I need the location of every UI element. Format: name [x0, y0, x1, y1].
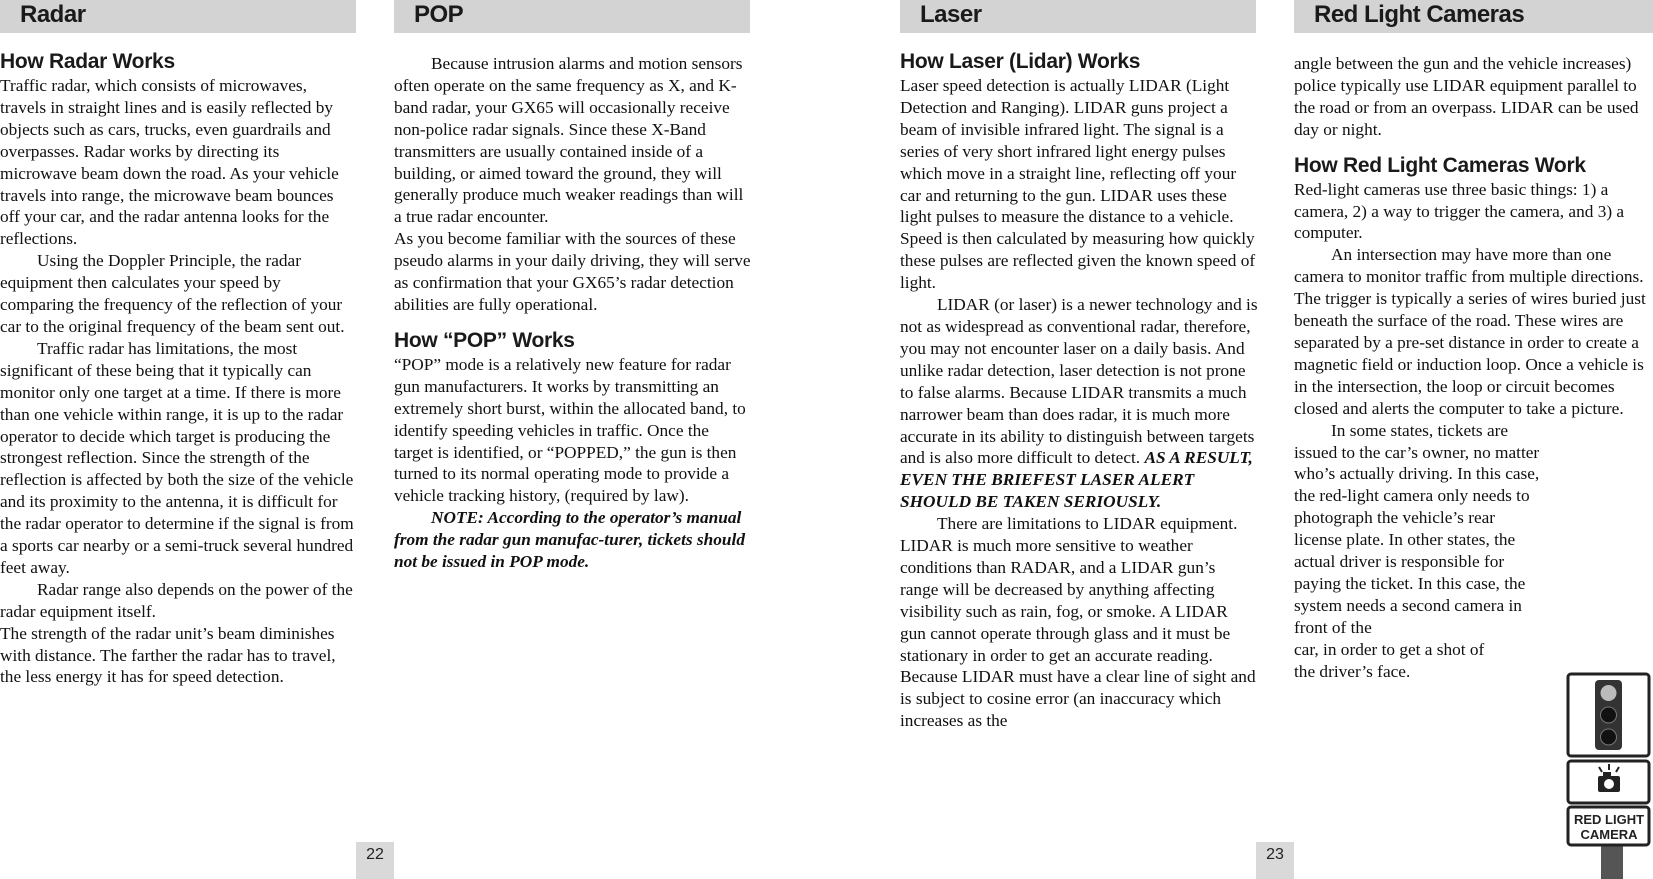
paragraph-text: In some states, tickets are issued to the car’s owner, no matter who’s actually driving. In this case, the red-light camera only needs to photograph the vehicle’s rear license plate. In other states, the actual driver is responsible for paying the ticket. In this case, the system needs a second camera in front of the [1294, 420, 1540, 637]
heading-how-radar-works: How Radar Works [0, 50, 175, 73]
paragraph: An intersection may have more than one camera to monitor traffic from multiple directions. The trigger is typically a series of wires buried just beneath the surface of the road. These wires are separated by a pre-set distance in order to create a magnetic field or induction loop. Once a vehicle is in the intersection, the loop or circuit becomes closed and alerts the computer to take a picture. [1294, 245, 1646, 418]
column-radar [0, 49, 356, 688]
paragraph: Laser speed detection is actually LIDAR (Light Detection and Ranging). LIDAR guns project a beam of invisible infrared light. The signal is a series of very short infrared light energy pulses which move in a straight line, reflecting off your car and returning to the gun. LIDAR uses these light pulses to measure the distance to a vehicle. Speed is then calculated by measuring how quickly these pulses are reflected given the known speed of light. [900, 76, 1256, 293]
paragraph: Red-light cameras use three basic things: 1) a camera, 2) a way to trigger the camera, and 3) a computer. [1294, 179, 1625, 243]
traffic-light-lamp [1601, 685, 1617, 701]
sign-text-line2: CAMERA [1580, 827, 1638, 842]
paragraph: Traffic radar has limitations, the most significant of these being that it typically can monitor only one target at a time. If there is more than one vehicle within range, it is up to the radar operator to decide which target is producing the strongest reflection. Since the strength of the reflection is affected by both the size of the vehicle and its proximity to the antenna, it is difficult for the radar operator to determine if the signal is from a sports car nearby or a semi-truck several hundred feet away. [0, 338, 354, 577]
note-text: NOTE: According to the operator’s manual from the radar gun manufac-turer, tickets should not be issued in POP mode. [394, 508, 745, 572]
section-header-red-light-cameras [1294, 0, 1653, 33]
paragraph-line: car, in order to get a shot of [1294, 639, 1485, 659]
section-header-label: Radar [20, 1, 86, 28]
heading-how-laser-works: How Laser (Lidar) Works [900, 50, 1141, 73]
paragraph: Radar range also depends on the power of the radar equipment itself. [0, 579, 353, 621]
paragraph: Traffic radar, which consists of microwaves, travels in straight lines and is easily reflected by objects such as cars, trucks, even guardrails and overpasses. Radar works by directing its microwave beam down the road. As your vehicle travels into range, the microwave beam bounces off your car, and the radar antenna looks for the reflections. [0, 76, 339, 249]
traffic-light-lamp [1601, 707, 1617, 723]
traffic-light-lamp [1601, 729, 1617, 745]
paragraph: “POP” mode is a relatively new feature for radar gun manufacturers. It works by transmitting an extremely short burst, within the allocated band, to identify speeding vehicles in traffic. Once the target is identified, or “POPPED,” the gun is then turned to its normal operating mode to provide a vehicle tracking history, (required by law). [394, 354, 746, 506]
paragraph: The strength of the radar unit’s beam diminishes with distance. The farther the radar has to travel, the less energy it has for speed detection. [0, 623, 336, 687]
emphasis-text: AS A RESULT, EVEN THE BRIEFEST LASER ALERT SHOULD BE TAKEN SERIOUSLY. [900, 448, 1253, 512]
column-laser [900, 49, 1258, 732]
column-red-light-cameras [1294, 53, 1653, 682]
section-header-label: Laser [920, 1, 982, 28]
camera-flash [1603, 772, 1611, 777]
section-header-label: POP [414, 1, 464, 28]
paragraph-text: LIDAR (or laser) is a newer technology and is not as widespread as conventional radar, therefore, you may not encounter laser on a daily basis. And unlike radar detection, laser detection is not prone to false alarms. Because LIDAR transmits a much narrower beam than does radar, it is much more accurate in its ability to distinguish between targets and is also more difficult to detect. [900, 295, 1258, 468]
section-header-label: Red Light Cameras [1314, 1, 1525, 28]
section-header-laser [900, 0, 1256, 33]
red-light-camera-sign-icon [1565, 672, 1653, 879]
column-pop [394, 53, 752, 573]
page-number-right [1256, 842, 1294, 879]
section-header-radar [0, 0, 356, 33]
paragraph-line: the driver’s face. [1294, 661, 1411, 681]
note-paragraph [394, 507, 752, 573]
paragraph: Using the Doppler Principle, the radar equipment then calculates your speed by comparing the frequency of the reflection of your car to the original frequency of the beam sent out. [0, 251, 345, 336]
paragraph: There are limitations to LIDAR equipment. LIDAR is much more sensitive to weather conditions than RADAR, and a LIDAR gun’s range will be decreased by anything affecting visibility such as rain, fog, or smoke. A LIDAR gun cannot operate through glass and it must be stationary in order to get an accurate reading. Because LIDAR must have a clear line of sight and is subject to cosine error (an inaccuracy which increases as the [900, 514, 1256, 731]
heading-how-red-light-cameras-work: How Red Light Cameras Work [1294, 153, 1586, 177]
paragraph: As you become familiar with the sources of these pseudo alarms in your daily driving, they will serve as confirmation that your GX65’s radar detection abilities are fully operational. [394, 229, 751, 314]
page-number-left [356, 842, 394, 879]
section-header-pop [394, 0, 750, 33]
page-number-label: 22 [366, 846, 384, 863]
paragraph: Because intrusion alarms and motion sensors often operate on the same frequency as X, and K-band radar, your GX65 will occasionally receive non-police radar signals. Since these X-Band transmitters are usually contained inside of a building, or aimed toward the ground, they will generally produce much weaker readings than will a true radar encounter. [394, 54, 744, 227]
paragraph [900, 294, 1258, 513]
camera-lens [1604, 779, 1614, 789]
heading-how-pop-works: How “POP” Works [394, 328, 575, 352]
paragraph [1294, 420, 1544, 639]
page-number-label: 23 [1266, 846, 1284, 863]
sign-text-line1: RED LIGHT [1573, 812, 1645, 827]
paragraph: angle between the gun and the vehicle increases) police typically use LIDAR equipment parallel to the road or from an overpass. LIDAR can be used day or night. [1294, 54, 1639, 139]
